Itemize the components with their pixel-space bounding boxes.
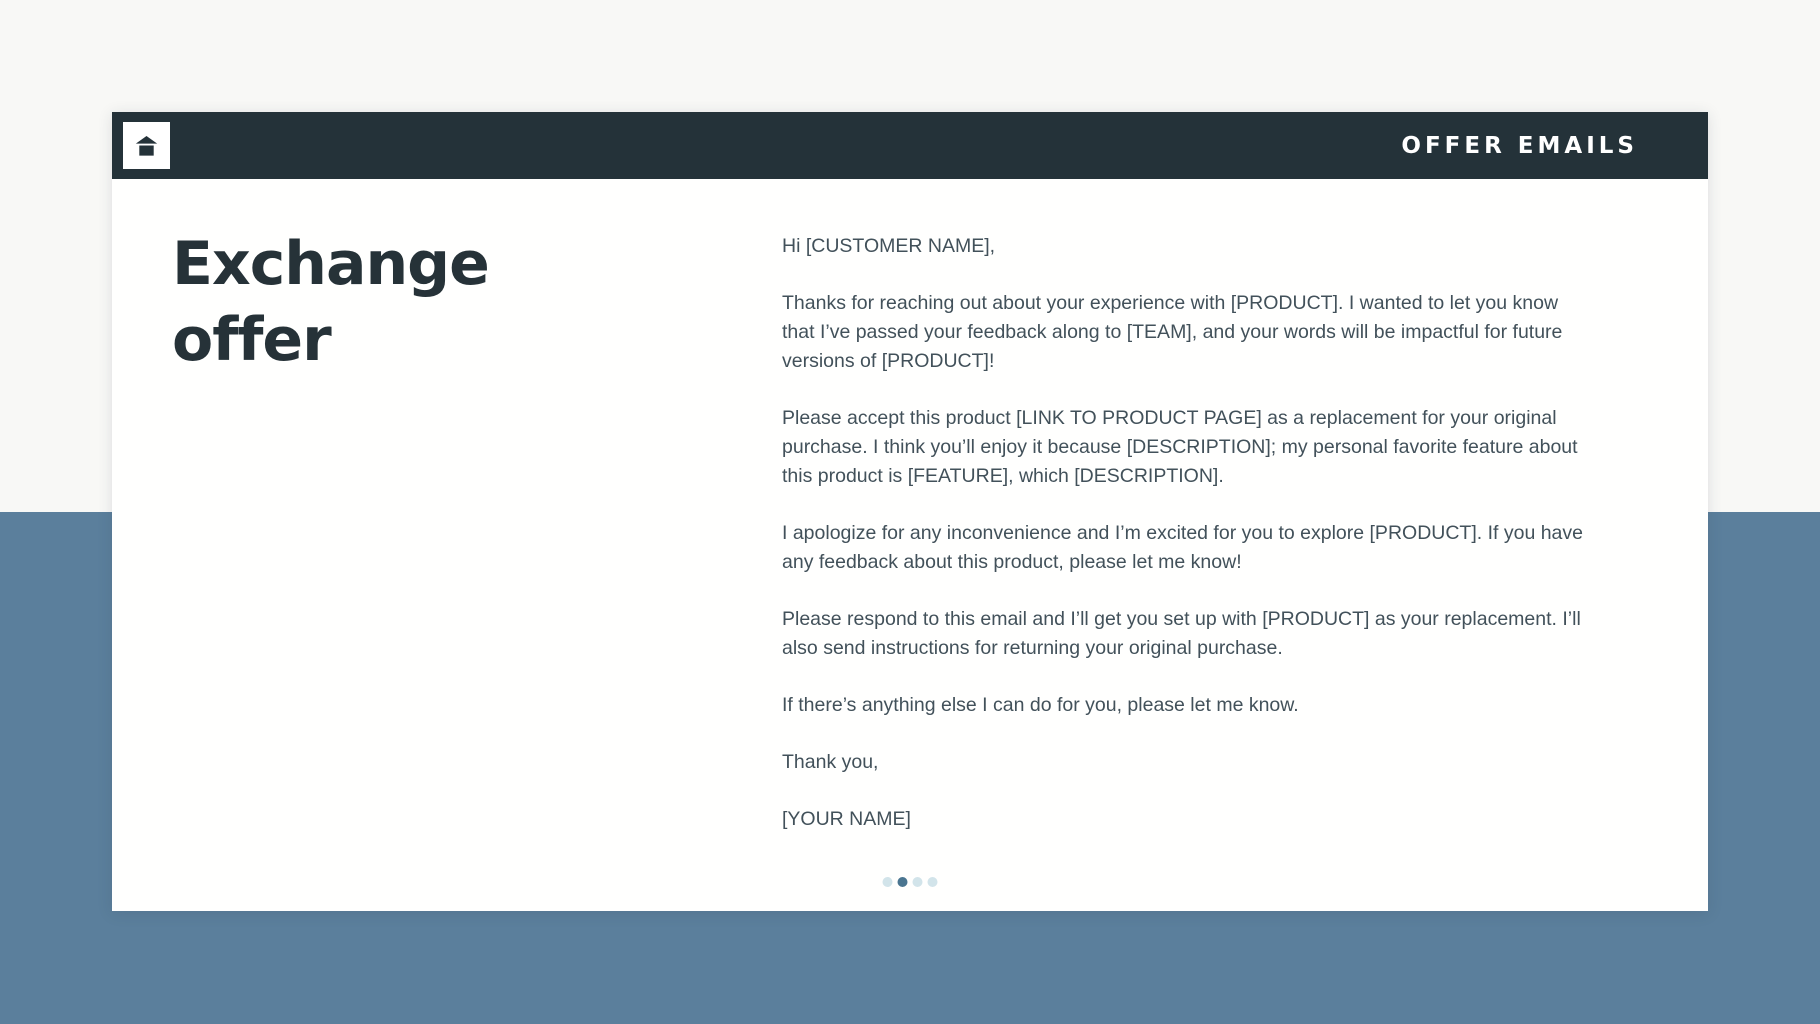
email-paragraph: If there’s anything else I can do for you, please let me know. (782, 694, 1299, 716)
email-paragraph: Please accept this product [LINK TO PRODUCT PAGE] as a replacement for your original purchase. I think you’ll enjoy it because [DESCRIPTION]; my personal favorite feature about this product is [FEATURE], which [DESCRIPTION]. (782, 407, 1578, 487)
email-body (782, 232, 1587, 862)
email-paragraph: I apologize for any inconvenience and I’m excited for you to explore [PRODUCT]. If you have any feedback about this product, please let me know! (782, 522, 1583, 573)
home-icon (133, 132, 160, 159)
header-title: OFFER EMAILS (1401, 132, 1638, 159)
card-header (112, 112, 1708, 179)
email-paragraph: Thank you, (782, 751, 879, 773)
pagination-dots (883, 877, 938, 887)
pagination-dot[interactable] (883, 877, 893, 887)
pagination-dot-active[interactable] (898, 877, 908, 887)
pagination-dot[interactable] (913, 877, 923, 887)
email-paragraph: [YOUR NAME] (782, 808, 911, 830)
pagination-dot[interactable] (928, 877, 938, 887)
home-button[interactable] (123, 122, 170, 169)
slide-card (112, 112, 1708, 911)
email-paragraph: Hi [CUSTOMER NAME], (782, 235, 996, 257)
email-paragraph: Please respond to this email and I’ll get you set up with [PRODUCT] as your replacement. I’ll also send instructions for returning your original purchase. (782, 608, 1581, 659)
slide-title: Exchange offer (172, 229, 489, 375)
email-paragraph: Thanks for reaching out about your experience with [PRODUCT]. I wanted to let you know that I’ve passed your feedback along to [TEAM], and your words will be impactful for future versions of [PRODUCT]! (782, 292, 1563, 372)
